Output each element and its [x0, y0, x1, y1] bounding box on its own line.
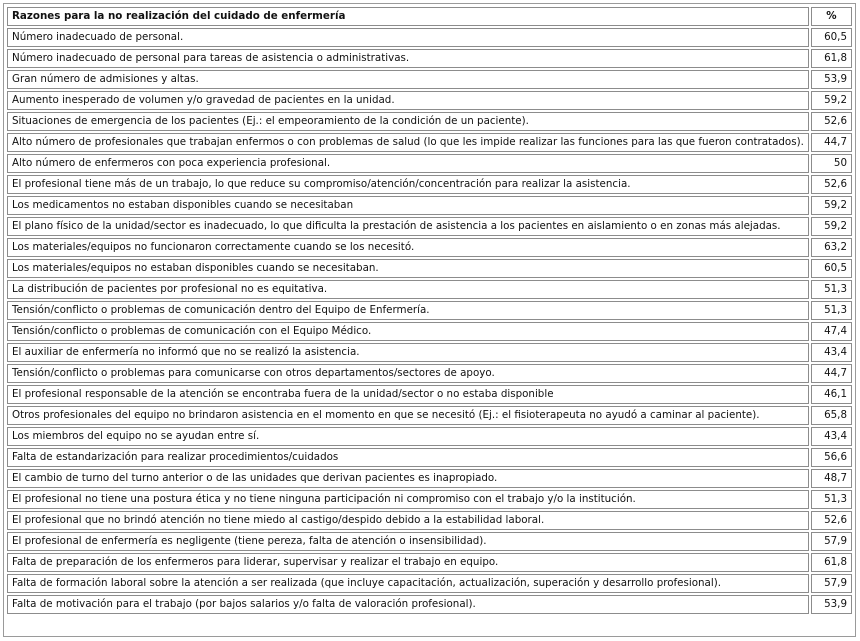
table-row [7, 301, 852, 320]
percent-cell: 43,4 [811, 427, 852, 446]
reason-cell: El profesional responsable de la atención se encontraba fuera de la unidad/sector o no estaba disponible [7, 385, 809, 404]
table-row [7, 238, 852, 257]
table-row [7, 133, 852, 152]
reason-cell: Número inadecuado de personal para tareas de asistencia o administrativas. [7, 49, 809, 68]
percent-cell: 61,8 [811, 49, 852, 68]
table-row [7, 574, 852, 593]
reason-cell: Alto número de enfermeros con poca experiencia profesional. [7, 154, 809, 173]
percent-cell: 44,7 [811, 364, 852, 383]
percent-cell: 47,4 [811, 322, 852, 341]
table-row [7, 259, 852, 278]
reason-cell: Otros profesionales del equipo no brindaron asistencia en el momento en que se necesitó (Ej.: el fisioterapeuta no ayudó a caminar al paciente). [7, 406, 809, 425]
table-row [7, 112, 852, 131]
table-row [7, 511, 852, 530]
reason-column-header: Razones para la no realización del cuidado de enfermería [7, 7, 809, 26]
table-row [7, 49, 852, 68]
reason-cell: Falta de estandarización para realizar procedimientos/cuidados [7, 448, 809, 467]
reason-cell: Falta de preparación de los enfermeros para liderar, supervisar y realizar el trabajo en equipo. [7, 553, 809, 572]
table-row [7, 448, 852, 467]
percent-cell: 48,7 [811, 469, 852, 488]
percent-cell: 59,2 [811, 217, 852, 236]
table-header-row [7, 7, 852, 26]
percent-cell: 56,6 [811, 448, 852, 467]
reason-cell: Tensión/conflicto o problemas de comunicación con el Equipo Médico. [7, 322, 809, 341]
reason-cell: El auxiliar de enfermería no informó que no se realizó la asistencia. [7, 343, 809, 362]
reason-cell: Aumento inesperado de volumen y/o gravedad de pacientes en la unidad. [7, 91, 809, 110]
reason-cell: El profesional tiene más de un trabajo, lo que reduce su compromiso/atención/concentración para realizar la asistencia. [7, 175, 809, 194]
percent-cell: 59,2 [811, 196, 852, 215]
reason-cell: Los miembros del equipo no se ayudan entre sí. [7, 427, 809, 446]
percent-cell: 52,6 [811, 175, 852, 194]
reason-cell: Gran número de admisiones y altas. [7, 70, 809, 89]
reason-cell: Situaciones de emergencia de los pacientes (Ej.: el empeoramiento de la condición de un paciente). [7, 112, 809, 131]
reason-cell: Los materiales/equipos no funcionaron correctamente cuando se los necesitó. [7, 238, 809, 257]
reason-cell: Alto número de profesionales que trabajan enfermos o con problemas de salud (lo que les impide realizar las funciones para las que fueron contratados). [7, 133, 809, 152]
reason-cell: El profesional que no brindó atención no tiene miedo al castigo/despido debido a la estabilidad laboral. [7, 511, 809, 530]
reason-cell: Falta de formación laboral sobre la atención a ser realizada (que incluye capacitación, actualización, superación y desarrollo profesional). [7, 574, 809, 593]
reason-cell: Los medicamentos no estaban disponibles cuando se necesitaban [7, 196, 809, 215]
percent-column-header: % [811, 7, 852, 26]
percent-cell: 53,9 [811, 595, 852, 614]
percent-cell: 51,3 [811, 301, 852, 320]
table-row [7, 427, 852, 446]
table-row [7, 217, 852, 236]
percent-cell: 60,5 [811, 28, 852, 47]
table-row [7, 469, 852, 488]
percent-cell: 59,2 [811, 91, 852, 110]
percent-cell: 63,2 [811, 238, 852, 257]
reason-cell: La distribución de pacientes por profesional no es equitativa. [7, 280, 809, 299]
reason-cell: El cambio de turno del turno anterior o de las unidades que derivan pacientes es inapropiado. [7, 469, 809, 488]
percent-cell: 57,9 [811, 532, 852, 551]
percent-cell: 51,3 [811, 280, 852, 299]
percent-cell: 65,8 [811, 406, 852, 425]
reason-cell: El profesional no tiene una postura ética y no tiene ninguna participación ni compromiso con el trabajo y/o la institución. [7, 490, 809, 509]
table-row [7, 532, 852, 551]
percent-cell: 44,7 [811, 133, 852, 152]
table-row [7, 154, 852, 173]
reason-cell: Tensión/conflicto o problemas de comunicación dentro del Equipo de Enfermería. [7, 301, 809, 320]
percent-cell: 43,4 [811, 343, 852, 362]
table-row [7, 322, 852, 341]
reasons-table [5, 5, 854, 616]
reason-cell: Los materiales/equipos no estaban disponibles cuando se necesitaban. [7, 259, 809, 278]
percent-cell: 60,5 [811, 259, 852, 278]
reason-cell: Número inadecuado de personal. [7, 28, 809, 47]
table-row [7, 595, 852, 614]
percent-cell: 53,9 [811, 70, 852, 89]
reason-cell: El plano físico de la unidad/sector es inadecuado, lo que dificulta la prestación de asistencia a los pacientes en aislamiento o en zonas más alejadas. [7, 217, 809, 236]
percent-cell: 52,6 [811, 511, 852, 530]
table-row [7, 364, 852, 383]
percent-cell: 61,8 [811, 553, 852, 572]
table-row [7, 280, 852, 299]
table-row [7, 175, 852, 194]
table-row [7, 28, 852, 47]
percent-cell: 50 [811, 154, 852, 173]
table-row [7, 91, 852, 110]
percent-cell: 52,6 [811, 112, 852, 131]
table-row [7, 343, 852, 362]
table-row [7, 490, 852, 509]
percent-cell: 57,9 [811, 574, 852, 593]
percent-cell: 51,3 [811, 490, 852, 509]
table-row [7, 385, 852, 404]
reason-cell: Falta de motivación para el trabajo (por bajos salarios y/o falta de valoración profesional). [7, 595, 809, 614]
reason-cell: El profesional de enfermería es negligente (tiene pereza, falta de atención o insensibilidad). [7, 532, 809, 551]
table-row [7, 70, 852, 89]
table-row [7, 196, 852, 215]
table-body [7, 28, 852, 614]
table-row [7, 553, 852, 572]
reason-cell: Tensión/conflicto o problemas para comunicarse con otros departamentos/sectores de apoyo. [7, 364, 809, 383]
table-row [7, 406, 852, 425]
percent-cell: 46,1 [811, 385, 852, 404]
